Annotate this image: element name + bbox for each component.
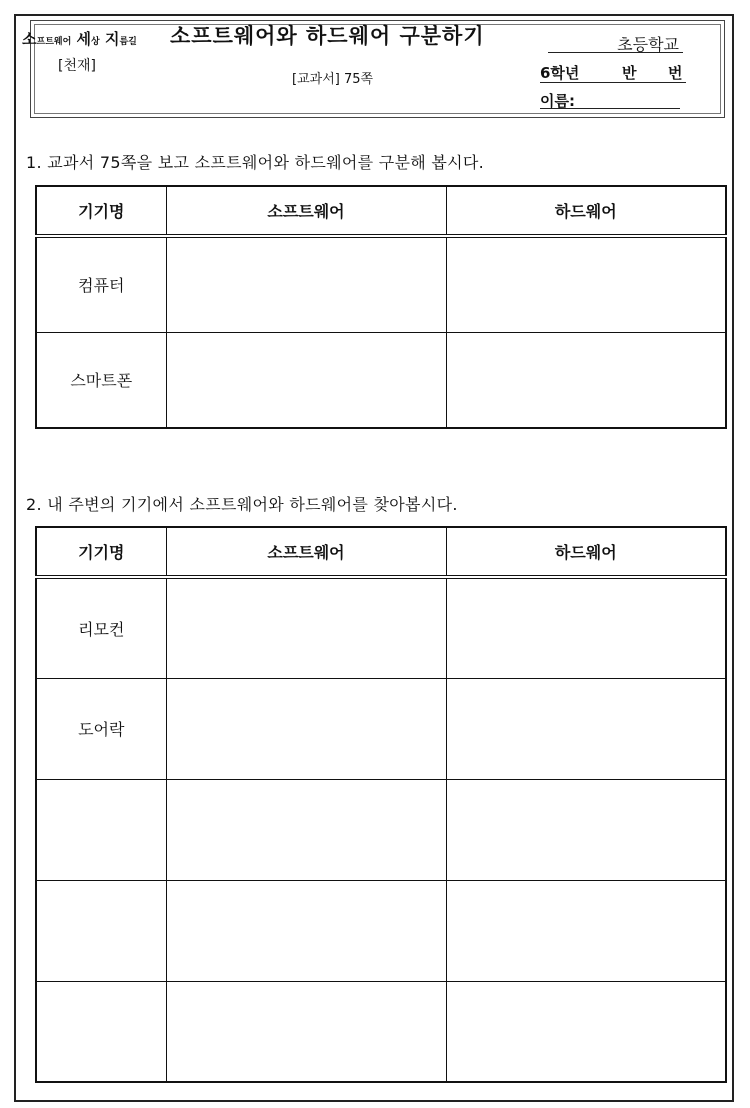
- table-row: [36, 236, 726, 332]
- device-name-blank[interactable]: [36, 779, 166, 880]
- header-hardware: 하드웨어: [446, 527, 726, 577]
- question-2: 2. 내 주변의 기기에서 소프트웨어와 하드웨어를 찾아봅시다.: [26, 495, 458, 514]
- software-cell[interactable]: [166, 779, 446, 880]
- software-cell[interactable]: [166, 981, 446, 1082]
- number-label: 번: [668, 64, 683, 82]
- logo-part3-small: 름길: [119, 37, 137, 47]
- logo-part2: 세: [76, 30, 92, 48]
- software-cell[interactable]: [166, 332, 446, 428]
- school-label: 초등학교: [617, 35, 679, 54]
- header-hardware: 하드웨어: [446, 186, 726, 236]
- hardware-cell[interactable]: [446, 332, 726, 428]
- hardware-cell[interactable]: [446, 577, 726, 678]
- header-device: 기기명: [36, 527, 166, 577]
- device-name: 컴퓨터: [36, 236, 166, 332]
- hardware-cell[interactable]: [446, 678, 726, 779]
- software-cell[interactable]: [166, 880, 446, 981]
- table-2: [35, 526, 727, 1083]
- publisher: [천재]: [58, 58, 96, 74]
- hardware-cell[interactable]: [446, 236, 726, 332]
- name-field[interactable]: [540, 90, 680, 109]
- device-name: 스마트폰: [36, 332, 166, 428]
- device-name: 리모컨: [36, 577, 166, 678]
- school-field[interactable]: [548, 30, 683, 53]
- question-1: 1. 교과서 75쪽을 보고 소프트웨어와 하드웨어를 구분해 봅시다.: [26, 153, 485, 172]
- device-name-blank[interactable]: [36, 981, 166, 1082]
- table-1: [35, 185, 727, 429]
- table-row: [36, 678, 726, 779]
- logo-part2-small: 상: [91, 37, 100, 47]
- software-cell[interactable]: [166, 678, 446, 779]
- grade-class-number-field[interactable]: [540, 62, 686, 83]
- hardware-cell[interactable]: [446, 779, 726, 880]
- class-label: 반: [622, 64, 637, 82]
- series-logo: [22, 28, 137, 49]
- logo-part1: 소: [22, 30, 37, 48]
- software-cell[interactable]: [166, 577, 446, 678]
- grade-label: 6학년: [540, 64, 580, 82]
- header-software: 소프트웨어: [166, 186, 446, 236]
- header-device: 기기명: [36, 186, 166, 236]
- hardware-cell[interactable]: [446, 880, 726, 981]
- device-name-blank[interactable]: [36, 880, 166, 981]
- logo-part3: 지: [104, 30, 120, 48]
- table-row: [36, 577, 726, 678]
- hardware-cell[interactable]: [446, 981, 726, 1082]
- table-row: [36, 779, 726, 880]
- logo-part1-small: 프트웨어: [36, 37, 72, 47]
- table-row: [36, 981, 726, 1082]
- header-software: 소프트웨어: [166, 527, 446, 577]
- table-row: [36, 332, 726, 428]
- worksheet-title: 소프트웨어와 하드웨어 구분하기: [170, 24, 485, 48]
- table-row: [36, 880, 726, 981]
- name-label: 이름:: [540, 92, 575, 110]
- device-name: 도어락: [36, 678, 166, 779]
- software-cell[interactable]: [166, 236, 446, 332]
- textbook-reference: [교과서] 75쪽: [292, 72, 374, 87]
